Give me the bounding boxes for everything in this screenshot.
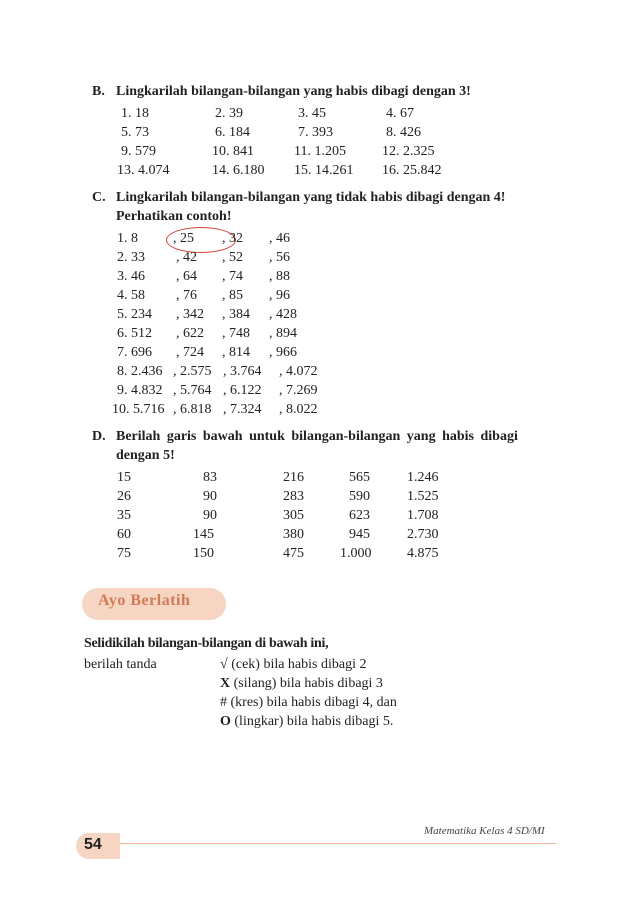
grid-cell: 590	[349, 489, 370, 504]
section-d-instruction-cont: dengan 5!	[116, 448, 175, 463]
grid-cell: , 7.324	[223, 402, 262, 417]
grid-cell: 1. 18	[121, 106, 149, 121]
grid-cell: , 96	[269, 288, 290, 303]
grid-cell: 15. 14.261	[294, 163, 354, 178]
grid-cell: , 56	[269, 250, 290, 265]
grid-cell: 83	[203, 470, 217, 485]
grid-cell: 7. 696	[117, 345, 152, 360]
grid-cell: 3. 45	[298, 106, 326, 121]
grid-cell: 623	[349, 508, 370, 523]
grid-cell: 15	[117, 470, 131, 485]
grid-cell: 1.708	[407, 508, 439, 523]
grid-cell: , 4.072	[279, 364, 318, 379]
grid-cell: 7. 393	[298, 125, 333, 140]
book-title: Matematika Kelas 4 SD/MI	[424, 825, 545, 837]
grid-cell: , 342	[176, 307, 204, 322]
grid-cell: 1.525	[407, 489, 439, 504]
mark-item	[220, 714, 393, 730]
grid-cell: 8. 2.436	[117, 364, 163, 379]
grid-cell: 60	[117, 527, 131, 542]
grid-cell: 216	[283, 470, 304, 485]
mark-item	[220, 695, 397, 711]
grid-cell: 90	[203, 489, 217, 504]
grid-cell: , 74	[222, 269, 243, 284]
grid-cell: 14. 6.180	[212, 163, 265, 178]
grid-cell: 90	[203, 508, 217, 523]
grid-cell: , 32	[222, 231, 243, 246]
mark-item	[220, 676, 383, 692]
grid-cell: , 748	[222, 326, 250, 341]
grid-cell: , 8.022	[279, 402, 318, 417]
grid-cell: 75	[117, 546, 131, 561]
exercise-intro: Selidikilah bilangan-bilangan di bawah ini,	[84, 636, 329, 651]
grid-cell: 150	[193, 546, 214, 561]
grid-cell: 3. 46	[117, 269, 145, 284]
grid-cell: 5. 73	[121, 125, 149, 140]
grid-cell: , 88	[269, 269, 290, 284]
grid-cell: 380	[283, 527, 304, 542]
section-c-label: C.	[92, 190, 106, 205]
grid-cell: 9. 579	[121, 144, 156, 159]
grid-cell: , 2.575	[173, 364, 212, 379]
grid-cell: 8. 426	[386, 125, 421, 140]
check-icon: √	[220, 657, 228, 672]
mark-description: (lingkar) bila habis dibagi 5.	[234, 714, 394, 729]
grid-cell: , 894	[269, 326, 297, 341]
grid-cell: 11. 1.205	[294, 144, 346, 159]
grid-cell: , 622	[176, 326, 204, 341]
grid-cell: 475	[283, 546, 304, 561]
section-b-label: B.	[92, 84, 105, 99]
grid-cell: 12. 2.325	[382, 144, 435, 159]
mark-description: (silang) bila habis dibagi 3	[233, 676, 383, 691]
grid-cell: 5. 234	[117, 307, 152, 322]
footer-divider	[118, 843, 556, 844]
grid-cell: 13. 4.074	[117, 163, 170, 178]
grid-cell: 1. 8	[117, 231, 138, 246]
grid-cell: 2.730	[407, 527, 439, 542]
grid-cell: , 966	[269, 345, 297, 360]
grid-cell: , 52	[222, 250, 243, 265]
grid-cell: 6. 512	[117, 326, 152, 341]
hash-icon: #	[220, 695, 227, 710]
grid-cell: 6. 184	[215, 125, 250, 140]
grid-cell: 10. 5.716	[112, 402, 165, 417]
grid-cell: , 6.818	[173, 402, 212, 417]
grid-cell: 10. 841	[212, 144, 254, 159]
grid-cell: 9. 4.832	[117, 383, 163, 398]
section-d-instruction: Berilah garis bawah untuk bilangan-bilangan yang habis dibagi	[116, 429, 518, 444]
grid-cell: , 6.122	[223, 383, 262, 398]
grid-cell: 2. 33	[117, 250, 145, 265]
grid-cell: , 3.764	[223, 364, 262, 379]
grid-cell: , 76	[176, 288, 197, 303]
grid-cell: 35	[117, 508, 131, 523]
grid-cell: , 25	[173, 231, 194, 246]
grid-cell: 4. 58	[117, 288, 145, 303]
grid-cell: 16. 25.842	[382, 163, 442, 178]
circle-icon: O	[220, 714, 231, 729]
grid-cell: , 814	[222, 345, 250, 360]
mark-description: (cek) bila habis dibagi 2	[231, 657, 367, 672]
grid-cell: , 5.764	[173, 383, 212, 398]
grid-cell: 283	[283, 489, 304, 504]
ayo-berlatih-title: Ayo Berlatih	[98, 592, 191, 609]
mark-description: (kres) bila habis dibagi 4, dan	[230, 695, 397, 710]
grid-cell: , 724	[176, 345, 204, 360]
grid-cell: , 64	[176, 269, 197, 284]
grid-cell: 945	[349, 527, 370, 542]
grid-cell: , 42	[176, 250, 197, 265]
grid-cell: 1.000	[340, 546, 372, 561]
page-number: 54	[84, 836, 102, 853]
grid-cell: , 428	[269, 307, 297, 322]
exercise-prefix: berilah tanda	[84, 657, 157, 672]
grid-cell: 26	[117, 489, 131, 504]
grid-cell: 4.875	[407, 546, 439, 561]
section-c-example-note: Perhatikan contoh!	[116, 209, 232, 224]
grid-cell: , 46	[269, 231, 290, 246]
grid-cell: 1.246	[407, 470, 439, 485]
grid-cell: , 384	[222, 307, 250, 322]
section-b-instruction: Lingkarilah bilangan-bilangan yang habis dibagi dengan 3!	[116, 84, 471, 99]
grid-cell: 2. 39	[215, 106, 243, 121]
grid-cell: 4. 67	[386, 106, 414, 121]
mark-item	[220, 657, 366, 673]
section-c-instruction: Lingkarilah bilangan-bilangan yang tidak habis dibagi dengan 4!	[116, 190, 506, 205]
grid-cell: , 7.269	[279, 383, 318, 398]
grid-cell: 565	[349, 470, 370, 485]
cross-icon: X	[220, 676, 231, 691]
grid-cell: 145	[193, 527, 214, 542]
grid-cell: , 85	[222, 288, 243, 303]
section-d-label: D.	[92, 429, 106, 444]
grid-cell: 305	[283, 508, 304, 523]
